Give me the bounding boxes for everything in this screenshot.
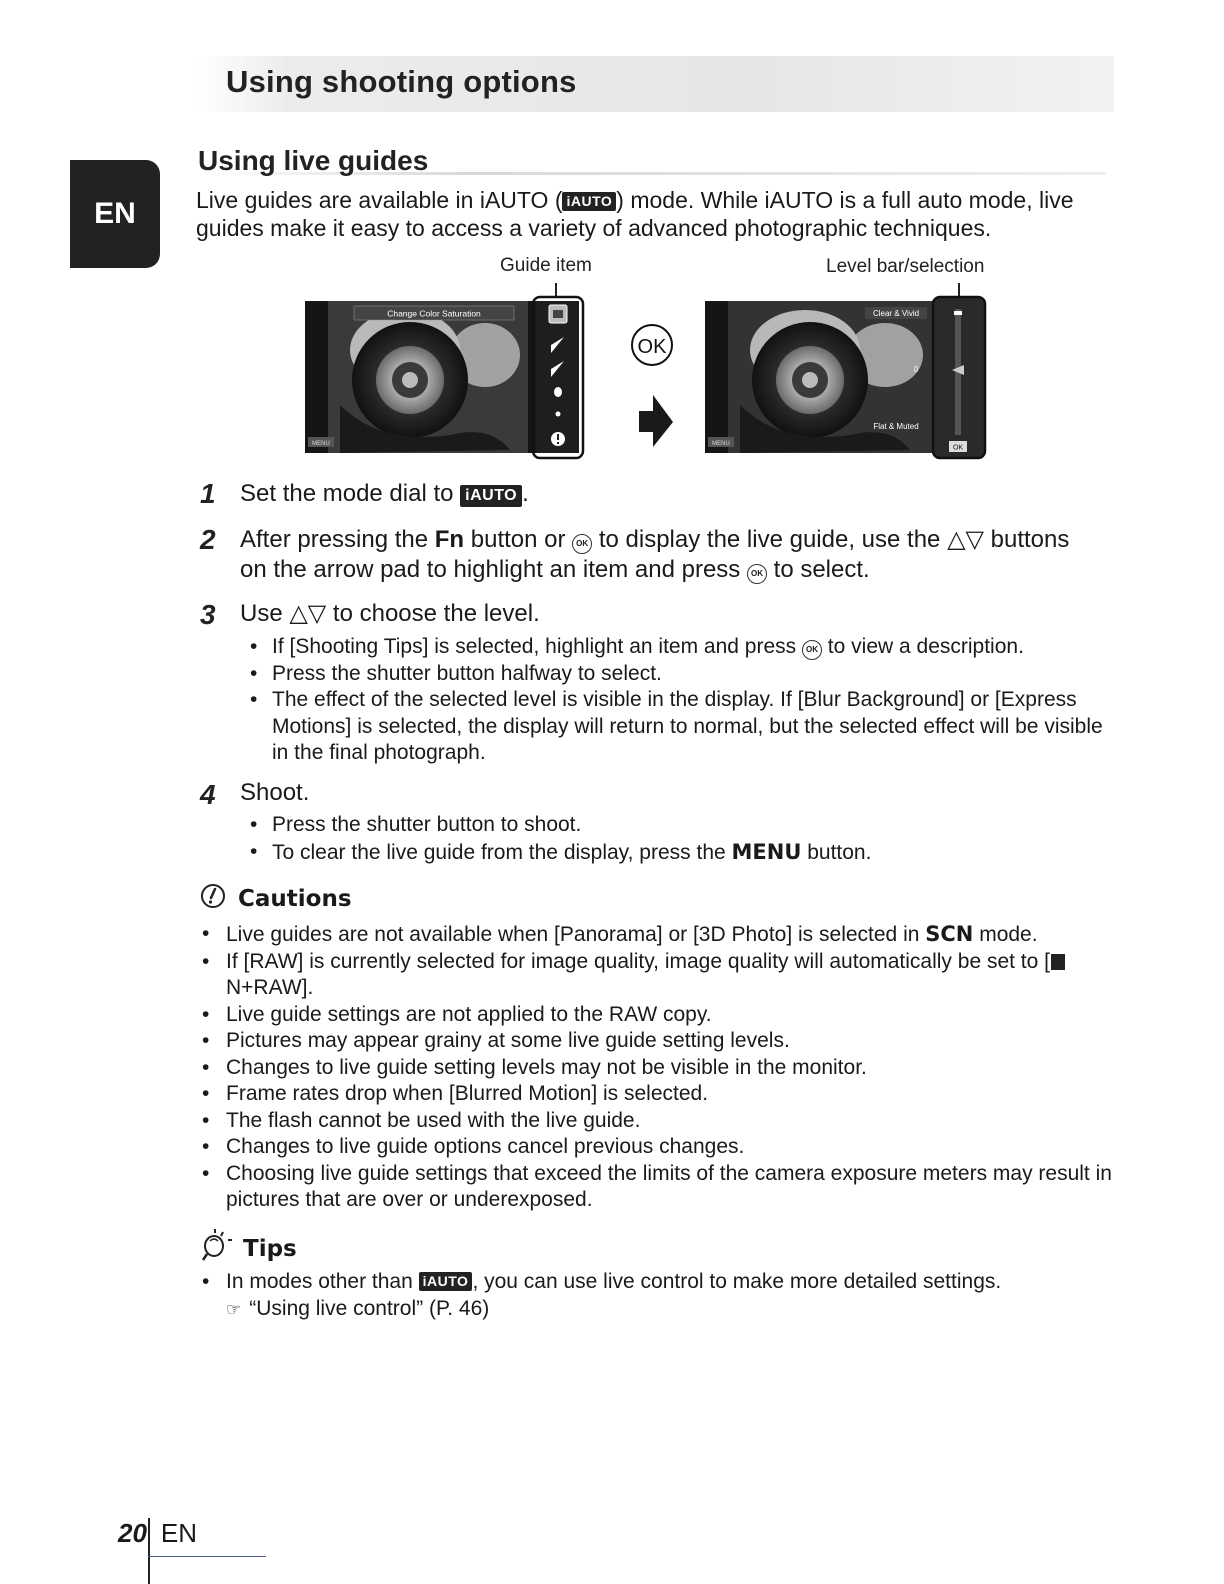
tips-lightbulb-icon <box>198 1226 238 1262</box>
right-screen-level-value: 0 <box>913 365 919 374</box>
ok-button-icon <box>632 325 672 365</box>
list-item: • Press the shutter button to shoot. <box>240 812 1120 839</box>
intro-text-1: Live guides are available in iAUTO ( <box>196 187 563 213</box>
step-4-bullet-2b: button. <box>801 840 872 864</box>
scn-mode-label: SCN <box>925 922 974 946</box>
left-screen-menu-label: MENU <box>312 441 330 447</box>
step-2-text-a: After pressing the <box>240 526 435 553</box>
page-number: 20 <box>118 1518 147 1548</box>
section-title: Using live guides <box>198 145 429 176</box>
right-screen-top-label: Clear & Vivid <box>872 309 920 318</box>
step-3-bullet-1a: If [Shooting Tips] is selected, highlight an item and press <box>272 635 802 658</box>
menu-button-label: MENU <box>731 839 802 864</box>
tip-1b: , you can use live control to make more detailed settings. <box>472 1270 1002 1293</box>
list-item: • Live guide settings are not applied to the RAW copy. <box>196 1002 1116 1029</box>
intro-text-2: ) mode. While iAUTO is a full auto mode, live guides make it easy to access a variety of advanced photographic techniques. <box>196 187 1074 241</box>
list-item: • Pictures may appear grainy at some live guide setting levels. <box>196 1028 1116 1055</box>
list-item: • The flash cannot be used with the live guide. <box>196 1108 1116 1135</box>
step-1-text <box>240 479 1100 509</box>
iauto-mode-icon: iAUTO <box>562 192 616 211</box>
step-2-text <box>240 525 1100 585</box>
ok-button-label: OK <box>637 336 667 358</box>
large-normal-quality-icon <box>1051 954 1065 970</box>
live-guide-figure <box>300 275 1000 465</box>
iauto-mode-icon: iAUTO <box>460 485 522 507</box>
cautions-title: Cautions <box>238 886 352 912</box>
step-3-text: Use △▽ to choose the level. <box>240 600 540 627</box>
step-4-number: 4 <box>200 779 216 810</box>
list-item <box>196 1269 1116 1323</box>
list-item: • Choosing live guide settings that exceed the limits of the camera exposure meters may result in pictures that are over or underexposed. <box>196 1161 1116 1214</box>
page-title: Using shooting options <box>226 64 577 99</box>
caution-1b: mode. <box>973 923 1038 946</box>
list-item: • Changes to live guide setting levels may not be visible in the monitor. <box>196 1055 1116 1082</box>
step-1-text-a: Set the mode dial to <box>240 480 461 507</box>
tips-title: Tips <box>243 1236 297 1262</box>
guide-item-label: Guide item <box>500 255 592 276</box>
step-4-bullets <box>240 812 1120 866</box>
step-2-text-b: button or <box>464 526 573 553</box>
live-control-reference[interactable]: “Using live control” (P. 46) <box>249 1296 490 1320</box>
left-screen-caption: Change Color Saturation <box>387 308 481 319</box>
intro-paragraph <box>196 186 1116 242</box>
caution-2b: N+RAW]. <box>226 976 314 999</box>
step-4-bullet-2a: To clear the live guide from the display, press the <box>272 840 732 864</box>
list-item: • Changes to live guide options cancel previous changes. <box>196 1134 1116 1161</box>
iauto-mode-icon: iAUTO <box>419 1272 473 1291</box>
step-1-number: 1 <box>200 478 216 509</box>
tip-1a: In modes other than <box>226 1270 419 1293</box>
fn-button-label: Fn <box>434 526 465 553</box>
caution-icon <box>200 883 226 909</box>
step-1-text-b: . <box>522 480 529 507</box>
list-item <box>196 949 1116 1002</box>
right-screen-bottom-label: Flat & Muted <box>873 422 919 431</box>
step-4-text: Shoot. <box>240 779 310 806</box>
footer-divider <box>148 1518 150 1584</box>
ok-button-icon: OK <box>802 640 822 660</box>
list-item: • Frame rates drop when [Blurred Motion] is selected. <box>196 1081 1116 1108</box>
page-footer <box>118 1518 197 1549</box>
ok-button-icon: OK <box>747 564 767 584</box>
next-arrow-icon <box>639 395 673 447</box>
step-3-number: 3 <box>200 599 216 630</box>
reference-hand-icon: ☞ <box>226 1299 242 1319</box>
footer-lang: EN <box>160 1518 198 1548</box>
step-3-bullet-1b: to view a description. <box>821 635 1024 658</box>
step-2-number: 2 <box>200 524 216 555</box>
list-item <box>240 839 1120 867</box>
step-3-bullets <box>240 634 1120 767</box>
level-bar-ok-label: OK <box>952 444 964 452</box>
right-camera-screen <box>705 301 955 453</box>
list-item <box>196 921 1116 949</box>
left-camera-screen <box>305 301 579 453</box>
step-2-text-d: to select. <box>766 556 870 583</box>
caution-1a: Live guides are not available when [Panorama] or [3D Photo] is selected in <box>226 923 926 946</box>
list-item <box>240 634 1120 661</box>
level-bar-label: Level bar/selection <box>826 256 985 277</box>
footer-rule <box>148 1556 266 1557</box>
step-2-text-c: to display the live guide, use the △▽ buttons on the arrow pad to highlight an item and press <box>240 526 1070 583</box>
ok-button-icon: OK <box>572 534 592 554</box>
list-item: • Press the shutter button halfway to select. <box>240 661 1120 688</box>
caution-2a: If [RAW] is currently selected for image quality, image quality will automatically be set to [ <box>226 949 1050 973</box>
level-bar-column <box>933 297 985 458</box>
language-tab-label: EN <box>94 197 136 230</box>
language-tab <box>70 160 160 268</box>
cautions-list <box>196 921 1116 1214</box>
list-item: • The effect of the selected level is visible in the display. If [Blur Background] or [Express Motions] is selected, the display will return to normal, but the selected effect will be visible in the final photograph. <box>240 687 1120 767</box>
tips-list <box>196 1269 1116 1323</box>
right-screen-menu-label: MENU <box>712 441 730 447</box>
